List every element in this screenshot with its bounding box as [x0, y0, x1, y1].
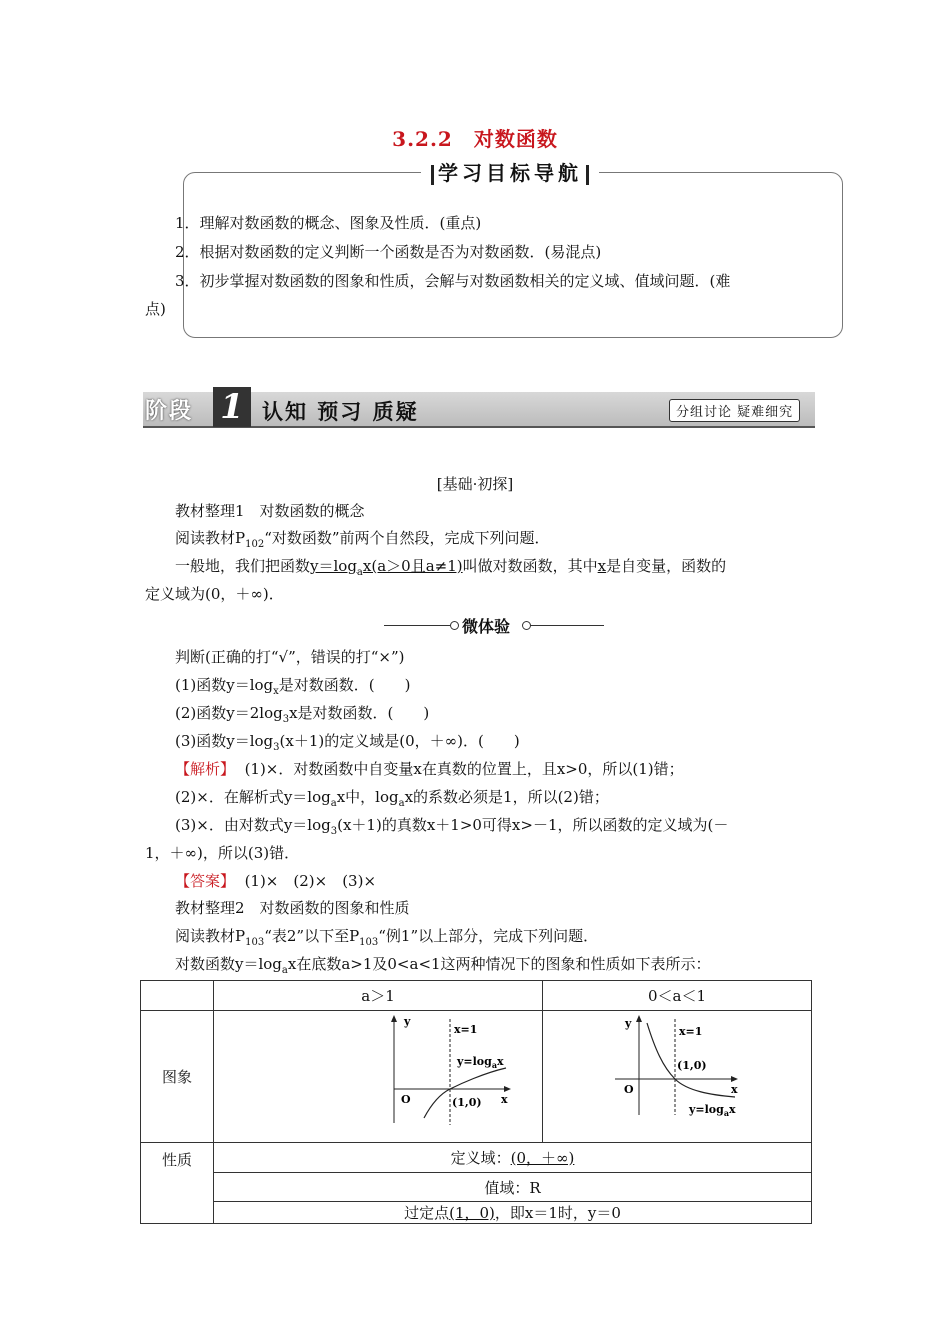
goal-item-3: 3．初步掌握对数函数的图象和性质，会解与对数函数相关的定义域、值域问题．(难 — [175, 272, 731, 290]
material-2-read: 阅读教材$P_{103}“$表2”以下至$P_{103}“$例1”以上部分，完成下列问题． — [175, 927, 599, 948]
goals-heading: 学习目标导航 — [421, 157, 599, 186]
graph-cell-increasing — [214, 1011, 543, 1143]
goal-item-3-cont: 点) — [145, 300, 166, 318]
graph2-point-label: (1,0) — [677, 1059, 707, 1072]
graph1-vline-label: x=1 — [454, 1023, 478, 1036]
graph2-y-label: y — [625, 1017, 632, 1030]
exercise-heading: 微体验 — [384, 614, 604, 638]
analysis-2: (2)×．在解析式$y=\log_ax$中，$\log_ax$的系数必须是1，所以(2)错； — [175, 788, 609, 809]
exercise-intro: 判断(正确的打“√”，错误的打“×”) — [175, 648, 405, 666]
graph2-x-label: x — [731, 1083, 738, 1096]
graph-log-decreasing — [543, 1011, 811, 1138]
question-1: (1)函数$y=\log_x$是对数函数．( ) — [175, 676, 411, 697]
row-label-graph: 图象 — [141, 1011, 214, 1143]
definition-line: 一般地，我们把函数$y=\log_ax(a>0$且a≠1)叫做对数函数，其中x是自变量，函数的 — [175, 557, 727, 578]
material-2-title: 教材整理2 对数函数的图象和性质 — [175, 899, 410, 917]
analysis-1: 【解析】 (1)×．对数函数中自变量x在真数的位置上，且x>0，所以(1)错； — [175, 760, 684, 778]
material-1-title: 教材整理1 对数函数的概念 — [175, 502, 365, 520]
analysis-3: (3)×．由对数式$y=\log_3(x+1)$的真数x＋1>0可得x>－1，所以函数的定义域为(－ — [175, 816, 729, 837]
graph1-point-label: (1,0) — [452, 1096, 482, 1109]
graph2-vline-label: x=1 — [679, 1025, 703, 1038]
graph1-origin: O — [401, 1093, 411, 1106]
question-2: (2)函数$y=2\log_3x$是对数函数．( ) — [175, 704, 430, 725]
material-1-read: 阅读教材$P_{102}“$对数函数”前两个自然段，完成下列问题． — [175, 529, 550, 550]
graph1-x-label: x — [501, 1093, 508, 1106]
goal-item-1: 1．理解对数函数的概念、图象及性质．(重点) — [175, 214, 482, 232]
answer-line: 【答案】 (1)× (2)× (3)× — [175, 872, 377, 890]
header-a-lt-1: 0＜a＜1 — [543, 981, 812, 1011]
stage-number: 1 — [213, 387, 251, 427]
stage-label: 阶段 — [145, 398, 194, 424]
graph1-y-label: y — [404, 1015, 411, 1028]
page-title: 3.2.2 对数函数 — [392, 127, 558, 151]
analysis-3-cont: 1，＋∞)，所以(3)错． — [145, 844, 300, 862]
graph-log-increasing — [214, 1011, 542, 1138]
graph2-fn-label: $y=\log_ax$ — [689, 1103, 736, 1118]
properties-table — [140, 980, 812, 1224]
graph2-origin: O — [624, 1083, 634, 1096]
stage-title: 认知 预习 质疑 — [262, 399, 419, 424]
prop-range: 值域：R — [214, 1173, 812, 1202]
graph-cell-decreasing — [543, 1011, 812, 1143]
table-corner — [141, 981, 214, 1011]
material-2-intro: 对数函数$y=\log_ax$在底数a>1及0<a<1这两种情况下的图象和性质如下表所示： — [175, 955, 711, 976]
section-header: [基础·初探] — [436, 475, 514, 493]
prop-domain: 定义域：(0，＋∞) — [214, 1143, 812, 1173]
definition-line-2: 定义域为(0，＋∞)． — [145, 585, 284, 603]
header-a-gt-1: a＞1 — [214, 981, 543, 1011]
prop-fixed-point: 过定点(1，0)，即x＝1时，y＝0 — [214, 1202, 812, 1224]
goal-item-2: 2．根据对数函数的定义判断一个函数是否为对数函数．(易混点) — [175, 243, 602, 261]
row-label-property: 性质 — [141, 1143, 214, 1224]
question-3: (3)函数$y=\log_3(x+1)$的定义域是(0，＋∞)．( ) — [175, 732, 520, 753]
graph1-fn-label: $y=\log_ax$ — [457, 1055, 504, 1070]
stage-tag: 分组讨论 疑难细究 — [669, 399, 800, 422]
